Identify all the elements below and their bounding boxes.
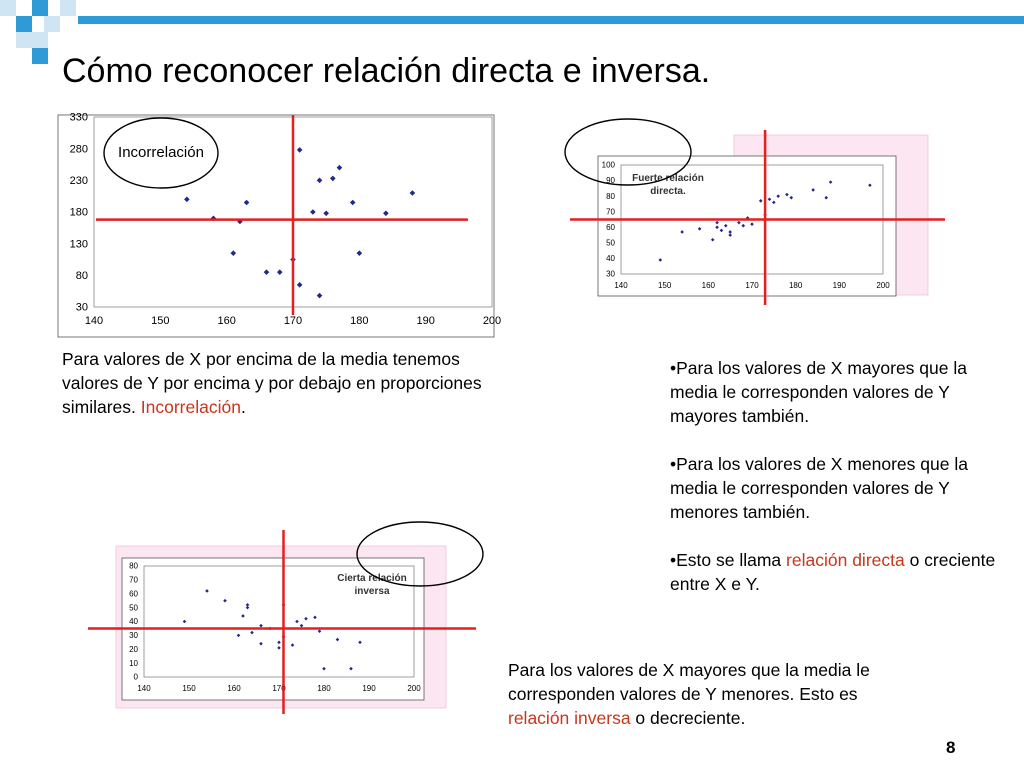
y-tick-label: 70 (606, 207, 615, 217)
y-tick-label: 330 (69, 111, 88, 124)
x-tick-label: 140 (84, 315, 104, 327)
corner-square (32, 32, 48, 48)
chart-annotation: Cierta relación (337, 573, 407, 584)
x-tick-label: 190 (362, 684, 376, 693)
bullet-conclusion-highlight: relación directa (786, 550, 905, 570)
y-tick-label: 60 (129, 589, 138, 599)
y-tick-label: 0 (133, 672, 138, 682)
slide-title: Cómo reconocer relación directa e inversa. (62, 52, 711, 90)
y-tick-label: 60 (606, 222, 615, 232)
x-tick-label: 170 (283, 315, 303, 327)
chart-relacion-inversa (86, 520, 490, 715)
x-tick-label: 200 (482, 315, 502, 327)
chart-incorrelacion (58, 111, 502, 340)
bullet-mayores: •Para los valores de X mayores que la media le corresponden valores de Y mayores también. (670, 358, 967, 426)
chart-relacion-directa (560, 115, 950, 305)
y-tick-label: 40 (606, 254, 615, 264)
y-tick-label: 80 (129, 561, 138, 571)
y-tick-label: 30 (129, 631, 138, 641)
page-number: 8 (946, 738, 956, 757)
text-inversa (508, 658, 908, 730)
bullet-conclusion (670, 548, 1005, 596)
y-tick-label: 180 (69, 206, 88, 219)
text-incorrelacion-highlight: Incorrelación (140, 397, 241, 417)
text-inversa-lead: Para los valores de X mayores que la media le corresponden valores de Y menores. Esto es (508, 660, 870, 704)
x-tick-label: 170 (272, 684, 286, 693)
x-tick-label: 150 (151, 315, 170, 327)
x-tick-label: 140 (137, 684, 151, 693)
y-tick-label: 30 (606, 269, 615, 279)
corner-square (16, 16, 32, 32)
bullet-conclusion-lead: •Esto se llama (670, 550, 787, 570)
x-tick-label: 140 (614, 281, 628, 290)
x-tick-label: 180 (350, 315, 369, 327)
y-tick-label: 80 (606, 191, 615, 201)
x-tick-label: 160 (701, 281, 716, 290)
y-tick-label: 100 (601, 160, 615, 170)
y-tick-label: 50 (129, 603, 138, 613)
x-tick-label: 190 (832, 281, 847, 290)
x-tick-label: 170 (745, 281, 759, 290)
x-tick-label: 160 (227, 684, 241, 693)
corner-square (32, 0, 48, 16)
y-tick-label: 90 (606, 176, 615, 186)
text-incorrelacion (62, 347, 492, 419)
bullet-conclusion-tail: o creciente entre X e Y. (670, 550, 996, 594)
corner-square (32, 48, 48, 64)
y-tick-label: 20 (129, 644, 138, 654)
corner-square (60, 0, 76, 16)
y-tick-label: 50 (606, 238, 615, 248)
text-incorrelacion-lead: Para valores de X por encima de la media tenemos valores de Y por encima y por debajo en proporciones similares. (62, 349, 482, 417)
text-inversa-highlight: relación inversa (508, 708, 631, 728)
y-tick-label: 80 (75, 270, 88, 282)
x-tick-label: 190 (416, 315, 435, 327)
chart-annotation: inversa (354, 586, 390, 597)
x-tick-label: 160 (217, 315, 236, 327)
text-inversa-tail: o decreciente. (630, 708, 746, 728)
corner-square (44, 16, 60, 32)
y-tick-label: 30 (75, 301, 88, 314)
x-tick-label: 200 (407, 684, 421, 693)
y-tick-label: 230 (69, 175, 88, 187)
chart-annotation: Incorrelación (118, 144, 204, 161)
top-accent-bar (78, 16, 1024, 24)
x-tick-label: 150 (182, 684, 196, 693)
y-tick-label: 130 (69, 238, 88, 251)
x-tick-label: 180 (788, 281, 803, 290)
chart-annotation: directa. (650, 186, 686, 197)
y-tick-label: 280 (69, 143, 88, 156)
text-directa (670, 356, 1005, 596)
y-tick-label: 40 (129, 617, 138, 627)
y-tick-label: 10 (129, 658, 138, 668)
chart-annotation: Fuerte relación (632, 173, 704, 184)
corner-square (0, 0, 16, 16)
text-incorrelacion-tail: . (240, 397, 246, 417)
x-tick-label: 200 (876, 281, 890, 290)
bullet-menores: •Para los valores de X menores que la media le corresponden valores de Y menores también. (670, 454, 968, 522)
y-tick-label: 70 (129, 575, 138, 585)
corner-square (16, 32, 32, 48)
x-tick-label: 180 (317, 684, 331, 693)
x-tick-label: 150 (657, 281, 672, 290)
